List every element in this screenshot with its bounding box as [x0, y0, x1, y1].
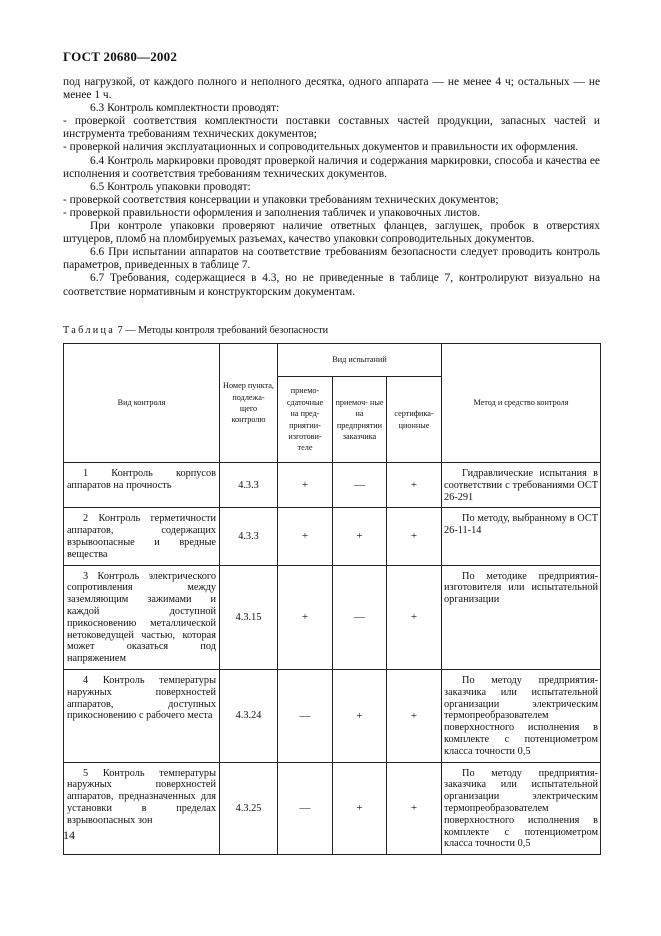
cell-kind: 5 Контроль температуры наружных поверхностей аппаратов, предназначенных для установки в пределах взрывоопасных зон — [64, 762, 220, 855]
table-row — [64, 565, 601, 669]
cell-kind: 3 Контроль электрического сопротивления между заземляющим зажимами и каждой доступной прикосновению металлической нетоковедущей частью, которая может оказаться под напряжением — [64, 565, 220, 669]
paragraph: под нагрузкой, от каждого полного и неполного десятка, одного аппарата — не менее 4 ч; остальных — не менее 1 ч. — [63, 76, 600, 102]
paragraph: При контроле упаковки проверяют наличие ответных фланцев, заглушек, пробок в отверстиях штуцеров, пломб на пломбируемых разъемах, качество упаковки сопроводительных документов. — [63, 220, 600, 246]
cell-acceptance: + — [278, 565, 333, 669]
table-caption-label: Таблица — [63, 325, 116, 336]
table-row — [64, 508, 601, 565]
cell-method: По методу предприятия-заказчика или испытательной организации электрическим термопреобразователем поверхностного исполнения в комплекте с потенциометром класса точности 0,5 — [442, 762, 601, 855]
cell-item-number: 4.3.15 — [220, 565, 278, 669]
cell-customer: + — [333, 762, 387, 855]
header-certification-tests: сертифика- ционные — [387, 377, 442, 463]
paragraph: - проверкой правильности оформления и заполнения табличек и упаковочных листов. — [63, 206, 481, 219]
page-number: 14 — [63, 828, 75, 842]
cell-certification: + — [387, 565, 442, 669]
body-text — [63, 76, 600, 299]
paragraph: 6.5 Контроль упаковки проводят: — [90, 180, 251, 193]
cell-method: Гидравлические испытания в соответствии с требованиями ОСТ 26-291 — [442, 463, 601, 508]
cell-customer: + — [333, 669, 387, 762]
cell-acceptance: — — [278, 669, 333, 762]
header-item-number: Номер пункта, подлежа- щего контролю — [220, 344, 278, 463]
cell-certification: + — [387, 669, 442, 762]
cell-acceptance: + — [278, 508, 333, 565]
table-row — [64, 762, 601, 855]
cell-method: По методике предприятия-изготовителя или испытательной организации — [442, 565, 601, 669]
cell-certification: + — [387, 463, 442, 508]
header-method: Метод и средство контроля — [442, 344, 601, 463]
header-test-types: Вид испытаний — [278, 344, 442, 377]
cell-customer: + — [333, 508, 387, 565]
cell-customer: — — [333, 463, 387, 508]
safety-control-table — [63, 343, 601, 855]
header-customer-tests: приемоч- ные на предприятии заказчика — [333, 377, 387, 463]
table-caption-title: 7 — Методы контроля требований безопасности — [115, 325, 329, 336]
paragraph: - проверкой соответствия комплектности поставки составных частей продукции, запасных частей и инструмента требованиям технических документов; — [63, 115, 600, 141]
cell-item-number: 4.3.24 — [220, 669, 278, 762]
table-caption — [63, 325, 328, 336]
cell-certification: + — [387, 508, 442, 565]
cell-acceptance: + — [278, 463, 333, 508]
table-row — [64, 463, 601, 508]
paragraph: 6.4 Контроль маркировки проводят проверкой наличия и содержания маркировки, способа и качества ее исполнения и соответствия требованиям технических документов. — [63, 154, 600, 180]
cell-kind: 1 Контроль корпусов аппаратов на прочность — [64, 463, 220, 508]
header-kind: Вид контроля — [64, 344, 220, 463]
paragraph: 6.3 Контроль комплектности проводят: — [90, 102, 280, 115]
cell-item-number: 4.3.25 — [220, 762, 278, 855]
paragraph: 6.6 При испытании аппаратов на соответствие требованиям безопасности следует проводить контроль параметров, приведенных в таблице 7. — [63, 246, 600, 272]
cell-method: По методу, выбранному в ОСТ 26-11-14 — [442, 508, 601, 565]
cell-kind: 2 Контроль герметичности аппаратов, содержащих взрывоопасные и вредные вещества — [64, 508, 220, 565]
cell-item-number: 4.3.3 — [220, 463, 278, 508]
cell-item-number: 4.3.3 — [220, 508, 278, 565]
paragraph: - проверкой соответствия консервации и упаковки требованиям технических документов; — [63, 193, 499, 206]
header-acceptance-tests: приемо- сдаточные на пред- приятии- изготови- теле — [278, 377, 333, 463]
cell-method: По методу предприятия-заказчика или испытательной организации электрическим термопреобразователем поверхностного исполнения в комплекте с потенциометром класса точности 0,5 — [442, 669, 601, 762]
cell-customer: — — [333, 565, 387, 669]
cell-acceptance: — — [278, 762, 333, 855]
cell-kind: 4 Контроль температуры наружных поверхностей аппаратов, доступных прикосновению с рабочего места — [64, 669, 220, 762]
table-row — [64, 669, 601, 762]
paragraph: - проверкой наличия эксплуатационных и сопроводительных документов и правильности их оформления. — [63, 141, 579, 154]
paragraph: 6.7 Требования, содержащиеся в 4.3, но не приведенные в таблице 7, контролируют визуально на соответствие нормативным и конструкторским документам. — [63, 272, 600, 298]
cell-certification: + — [387, 762, 442, 855]
document-header: ГОСТ 20680—2002 — [63, 49, 178, 64]
